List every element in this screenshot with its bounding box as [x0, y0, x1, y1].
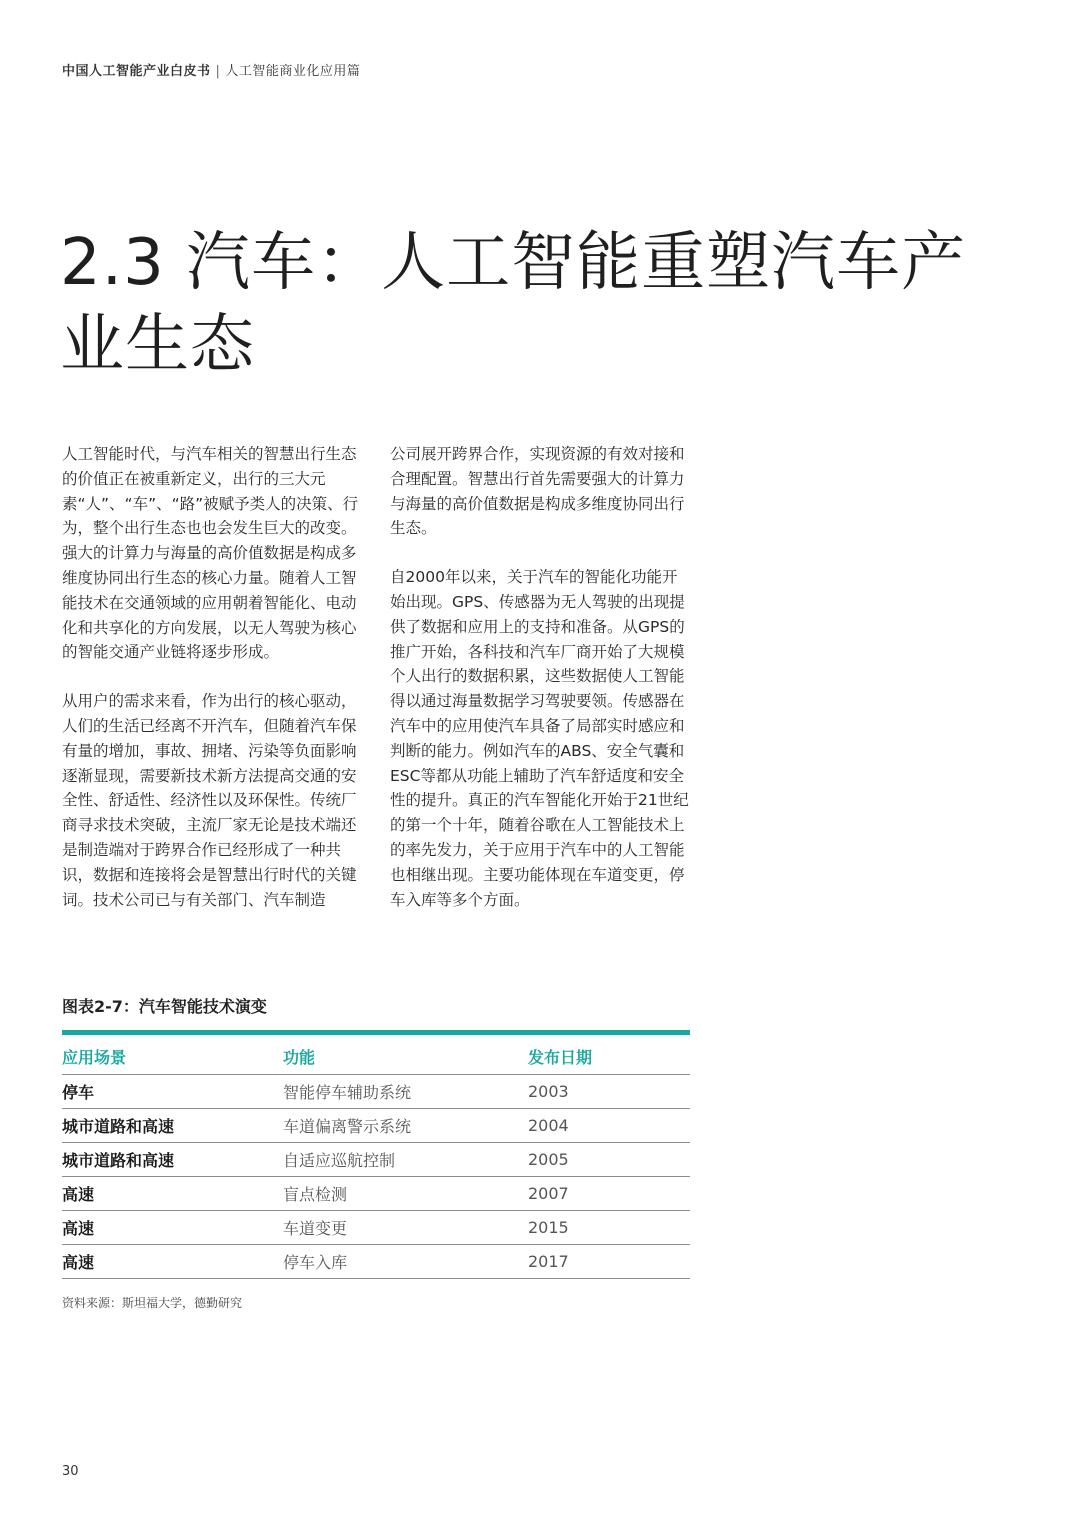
paragraph: 自2000年以来，关于汽车的智能化功能开始出现。GPS、传感器为无人驾驶的出现提供了数据和应用上的支持和准备。从GPS的推广开始，各科技和汽车厂商开始了大规模个人出行的数据积累，这些数据使人工智能得以通过海量数据学习驾驶要领。传感器在汽车中的应用使汽车具备了局部实时感应和判断的能力。例如汽车的ABS、安全气囊和ESC等都从功能上辅助了汽车舒适度和安全性的提升。真正的汽车智能化开始于21世纪的第一个十年，随着谷歌在人工智能技术上的率先发力，关于应用于汽车中的人工智能也相继出现。主要功能体现在车道变更，停车入库等多个方面。: [390, 568, 689, 909]
cell-date: 2015: [528, 1211, 690, 1245]
cell-date: 2003: [528, 1075, 690, 1109]
cell-scene: 高速: [62, 1177, 283, 1211]
header-brand: 中国人工智能产业白皮书: [62, 64, 211, 79]
figure-title: 图表2-7：汽车智能技术演变: [62, 997, 267, 1016]
cell-function: 车道偏离警示系统: [283, 1109, 528, 1143]
figure-source: 资料来源：斯坦福大学，德勤研究: [62, 1296, 243, 1310]
paragraph: 人工智能时代，与汽车相关的智慧出行生态的价值正在被重新定义，出行的三大元素“人”、“车”、“路”被赋予类人的决策、行为，整个出行生态也也会发生巨大的改变。强大的计算力与海量的高价值数据是构成多维度协同出行生态的核心力量。随着人工智能技术在交通领域的应用朝着智能化、电动化和共享化的方向发展，以无人驾驶为核心的智能交通产业链将逐步形成。: [62, 445, 359, 662]
cell-scene: 高速: [62, 1245, 283, 1279]
cell-function: 盲点检测: [283, 1177, 528, 1211]
column-header-function: 功能: [283, 1033, 528, 1075]
table-row: [62, 1075, 690, 1109]
cell-scene: 高速: [62, 1211, 283, 1245]
cell-scene: 城市道路和高速: [62, 1109, 283, 1143]
table-header-row: [62, 1033, 690, 1075]
page-title: 2.3 汽车：人工智能重塑汽车产业生态: [60, 226, 967, 382]
column-header-scene: 应用场景: [62, 1033, 283, 1075]
body-column-left: [62, 442, 362, 936]
cell-date: 2017: [528, 1245, 690, 1279]
header-separator: |: [215, 64, 221, 79]
cell-function: 智能停车辅助系统: [283, 1075, 528, 1109]
page-number: 30: [62, 1464, 79, 1479]
body-column-right: [390, 442, 690, 936]
running-header: [62, 60, 360, 79]
table-row: [62, 1109, 690, 1143]
cell-date: 2007: [528, 1177, 690, 1211]
tech-evolution-table: [62, 1030, 690, 1279]
table-row: [62, 1177, 690, 1211]
paragraph: 从用户的需求来看，作为出行的核心驱动，人们的生活已经离不开汽车，但随着汽车保有量的增加，事故、拥堵、污染等负面影响逐渐显现，需要新技术新方法提高交通的安全性、舒适性、经济性以及环保性。传统厂商寻求技术突破，主流厂家无论是技术端还是制造端对于跨界合作已经形成了一种共识，数据和连接将会是智慧出行时代的关键词。技术公司已与有关部门、汽车制造: [62, 692, 357, 909]
cell-function: 自适应巡航控制: [283, 1143, 528, 1177]
column-header-date: 发布日期: [528, 1033, 690, 1075]
cell-date: 2004: [528, 1109, 690, 1143]
header-section: 人工智能商业化应用篇: [225, 64, 361, 79]
table-row: [62, 1143, 690, 1177]
cell-function: 车道变更: [283, 1211, 528, 1245]
table-row: [62, 1245, 690, 1279]
cell-function: 停车入库: [283, 1245, 528, 1279]
cell-scene: 城市道路和高速: [62, 1143, 283, 1177]
cell-date: 2005: [528, 1143, 690, 1177]
table-row: [62, 1211, 690, 1245]
cell-scene: 停车: [62, 1075, 283, 1109]
paragraph: 公司展开跨界合作，实现资源的有效对接和合理配置。智慧出行首先需要强大的计算力与海量的高价值数据是构成多维度协同出行生态。: [390, 445, 685, 538]
